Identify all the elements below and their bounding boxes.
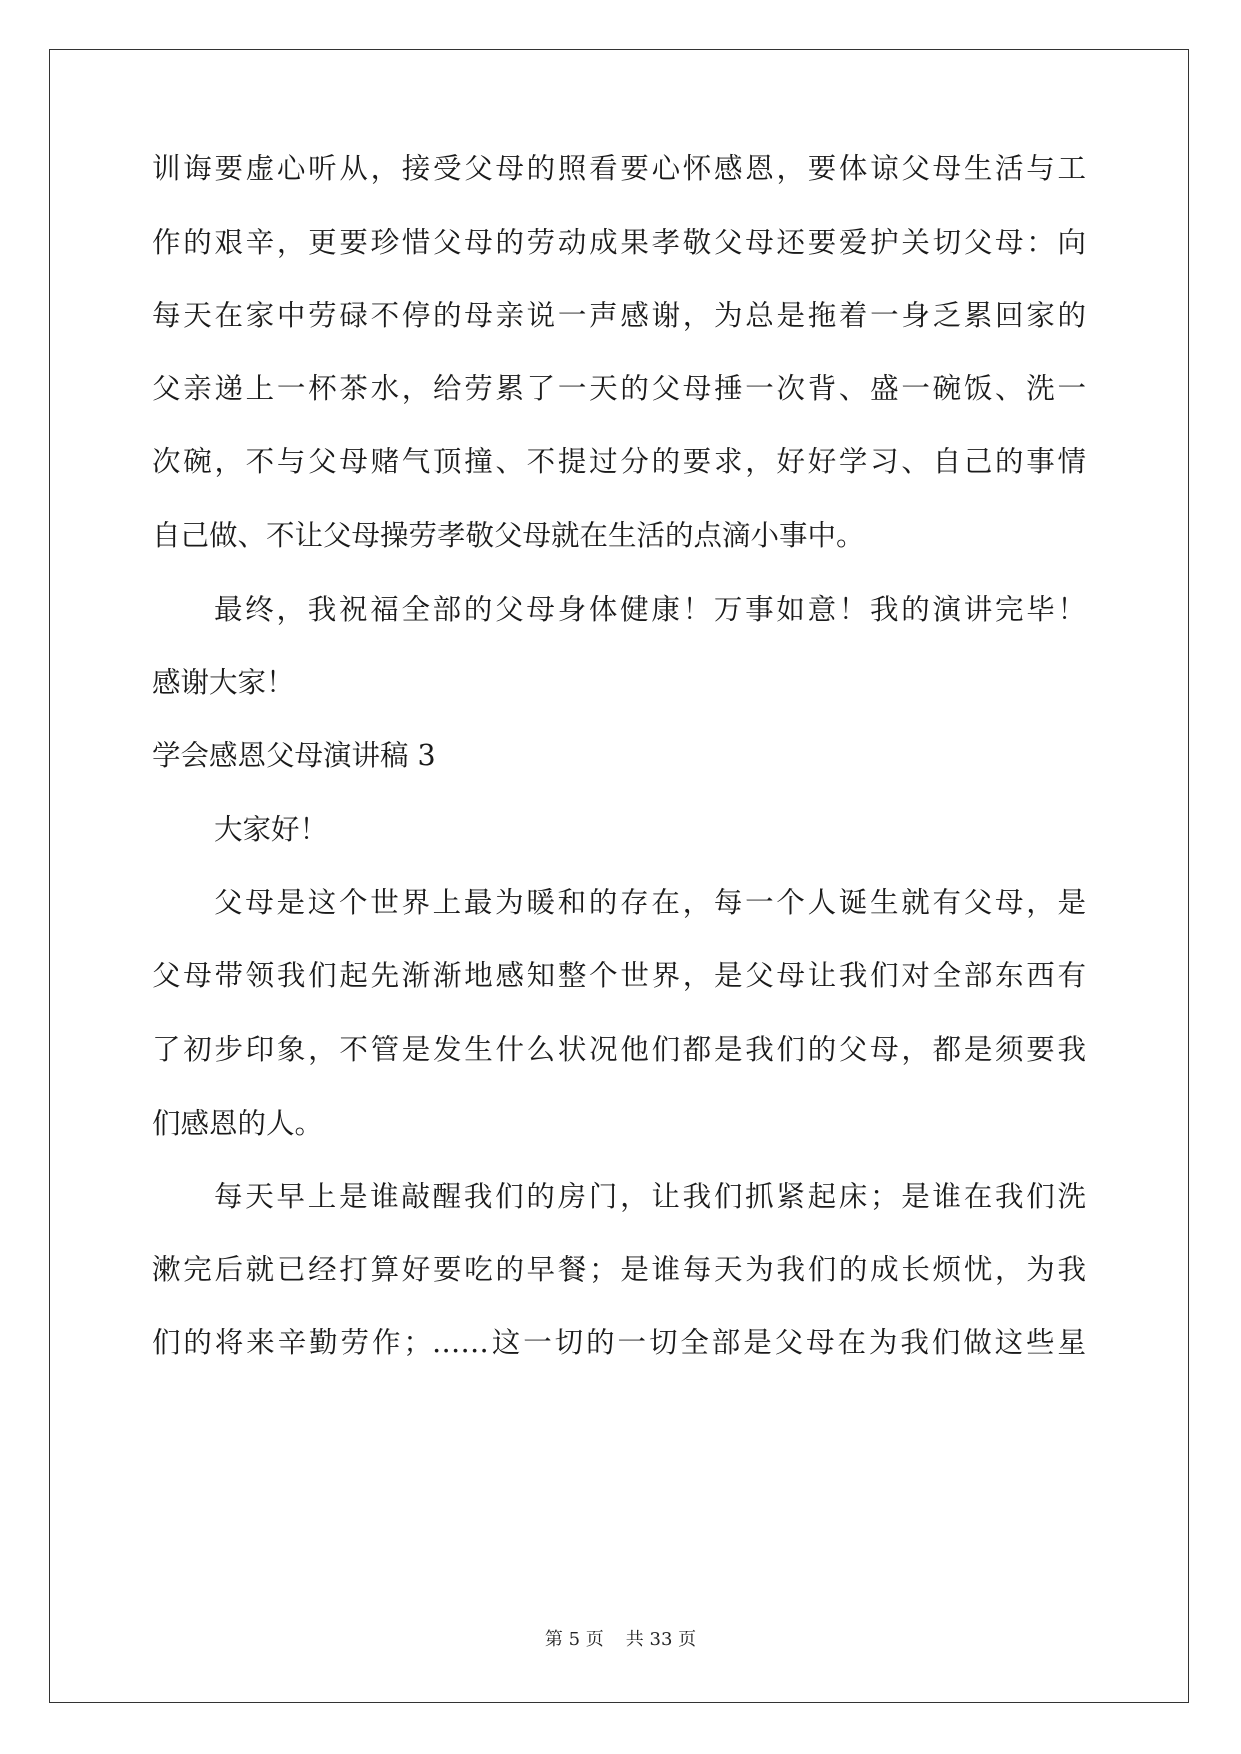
- paragraph-line: 父母是这个世界上最为暖和的存在，每一个人诞生就有父母，是: [214, 886, 1086, 919]
- paragraph-line: 作的艰辛，更要珍惜父母的劳动成果孝敬父母还要爱护关切父母：向: [152, 226, 1086, 259]
- paragraph-line: 每天早上是谁敲醒我们的房门，让我们抓紧起床；是谁在我们洗: [214, 1180, 1086, 1213]
- paragraph-line: 漱完后就已经打算好要吃的早餐；是谁每天为我们的成长烦忧，为我: [152, 1253, 1086, 1286]
- paragraph-line: 父亲递上一杯茶水，给劳累了一天的父母捶一次背、盛一碗饭、洗一: [152, 372, 1086, 405]
- paragraph-line: 感谢大家！: [152, 666, 295, 699]
- paragraph-line: 父母带领我们起先渐渐地感知整个世界，是父母让我们对全部东西有: [152, 959, 1086, 992]
- paragraph-line: 次碗，不与父母赌气顶撞、不提过分的要求，好好学习、自己的事情: [152, 445, 1086, 478]
- page-number: 第 5 页: [544, 1629, 604, 1650]
- section-heading: 学会感恩父母演讲稿 3: [152, 739, 436, 772]
- paragraph-line: 最终，我祝福全部的父母身体健康！万事如意！我的演讲完毕！: [214, 593, 1086, 626]
- paragraph-line: 训诲要虚心听从，接受父母的照看要心怀感恩，要体谅父母生活与工: [152, 152, 1086, 185]
- page-total: 共 33 页: [625, 1629, 697, 1650]
- paragraph-line: 自己做、不让父母操劳孝敬父母就在生活的点滴小事中。: [152, 519, 865, 552]
- page-footer: [0, 1628, 1241, 1652]
- paragraph-line: 每天在家中劳碌不停的母亲说一声感谢，为总是拖着一身乏累回家的: [152, 299, 1086, 332]
- paragraph-line: 们的将来辛勤劳作；……这一切的一切全部是父母在为我们做这些星: [152, 1326, 1086, 1359]
- paragraph-line: 们感恩的人。: [152, 1107, 324, 1140]
- greeting-line: 大家好！: [214, 813, 329, 846]
- paragraph-line: 了初步印象，不管是发生什么状况他们都是我们的父母，都是须要我: [152, 1033, 1086, 1066]
